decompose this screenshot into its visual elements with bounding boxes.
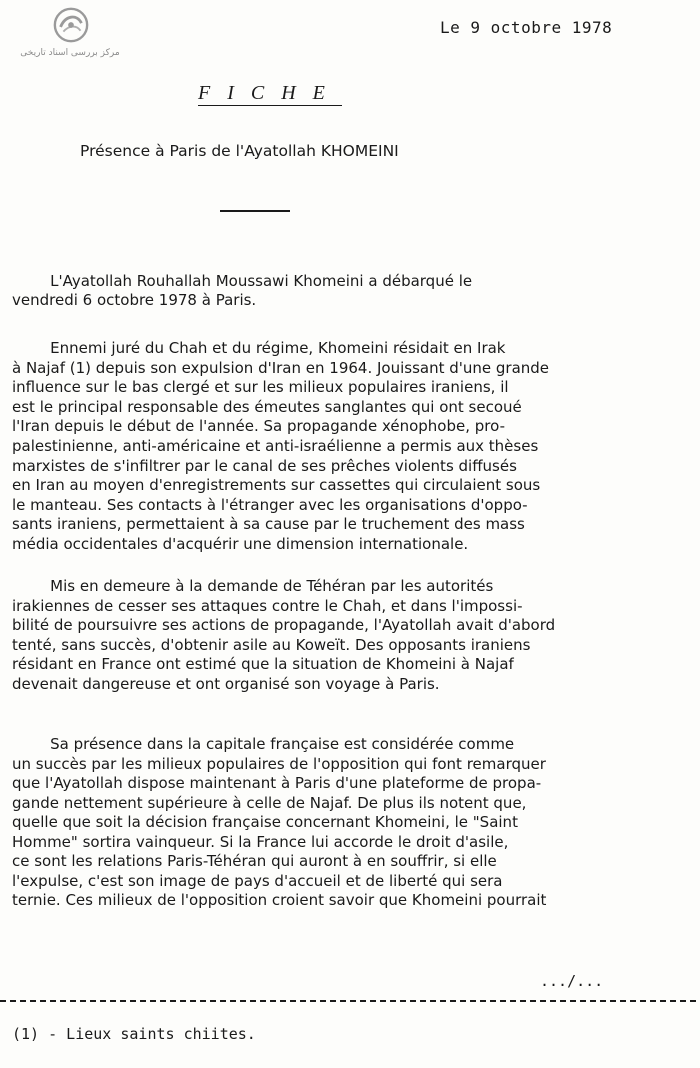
document-subtitle: Présence à Paris de l'Ayatollah KHOMEINI <box>80 142 399 160</box>
footnote: (1) - Lieux saints chiites. <box>12 1025 256 1043</box>
footnote-divider <box>0 1000 696 1002</box>
paragraph-4: Sa présence dans la capitale française est considérée comme un succès par les milieux populaires de l'opposition qui font remarquer que l'Ayatollah dispose maintenant à Paris d'une plateforme de propa- gande nettement supérieure à celle de Najaf. De plus ils notent que, quelle que soit la décision française concernant Khomeini, le "Saint Homme" sortira vainqueur. Si la France lui accorde le droit d'asile, ce sont les relations Paris-Téhéran qui auront à en souffrir, si elle l'expulse, c'est son image de pays d'accueil et de liberté qui sera ternie. Ces milieux de l'opposition croient savoir que Khomeini pourrait <box>12 735 547 909</box>
archive-logo <box>10 6 130 70</box>
archive-logo-icon <box>52 6 90 44</box>
paragraph-2: Ennemi juré du Chah et du régime, Khomeini résidait en Irak à Najaf (1) depuis son expulsion d'Iran en 1964. Jouissant d'une grande influence sur le bas clergé et sur les milieux populaires iraniens, il est le principal responsable des émeutes sanglantes qui ont secoué l'Iran depuis le début de l'année. Sa propagande xénophobe, pro- palestinienne, anti-américaine et anti-israélienne a permis aux thèses marxistes de s'infiltrer par le canal de ses prêches violents diffusés en Iran au moyen d'enregistrements sur cassettes qui circulaient sous le manteau. Ses contacts à l'étranger avec les organisations d'oppo- sants iraniens, permettaient à sa cause par le truchement des mass média occidentales d'acquérir une dimension internationale. <box>12 339 550 553</box>
title-separator <box>220 210 290 212</box>
paragraph-3: Mis en demeure à la demande de Téhéran par les autorités irakiennes de cesser ses attaques contre le Chah, et dans l'impossi- bilité de poursuivre ses actions de propagande, l'Ayatollah avait d'abord tenté, sans succès, d'obtenir asile au Koweït. Des opposants iraniens résidant en France ont estimé que la situation de Khomeini à Najaf devenait dangereuse et ont organisé son voyage à Paris. <box>12 577 556 693</box>
page-continuation-mark: .../... <box>540 972 604 990</box>
paragraph-1: L'Ayatollah Rouhallah Moussawi Khomeini a débarqué le vendredi 6 octobre 1978 à Paris. <box>12 272 473 310</box>
document-date: Le 9 octobre 1978 <box>440 18 613 37</box>
document-title: FICHE <box>198 82 342 104</box>
archive-logo-caption: مرکز بررسی اسناد تاریخی <box>20 48 120 58</box>
